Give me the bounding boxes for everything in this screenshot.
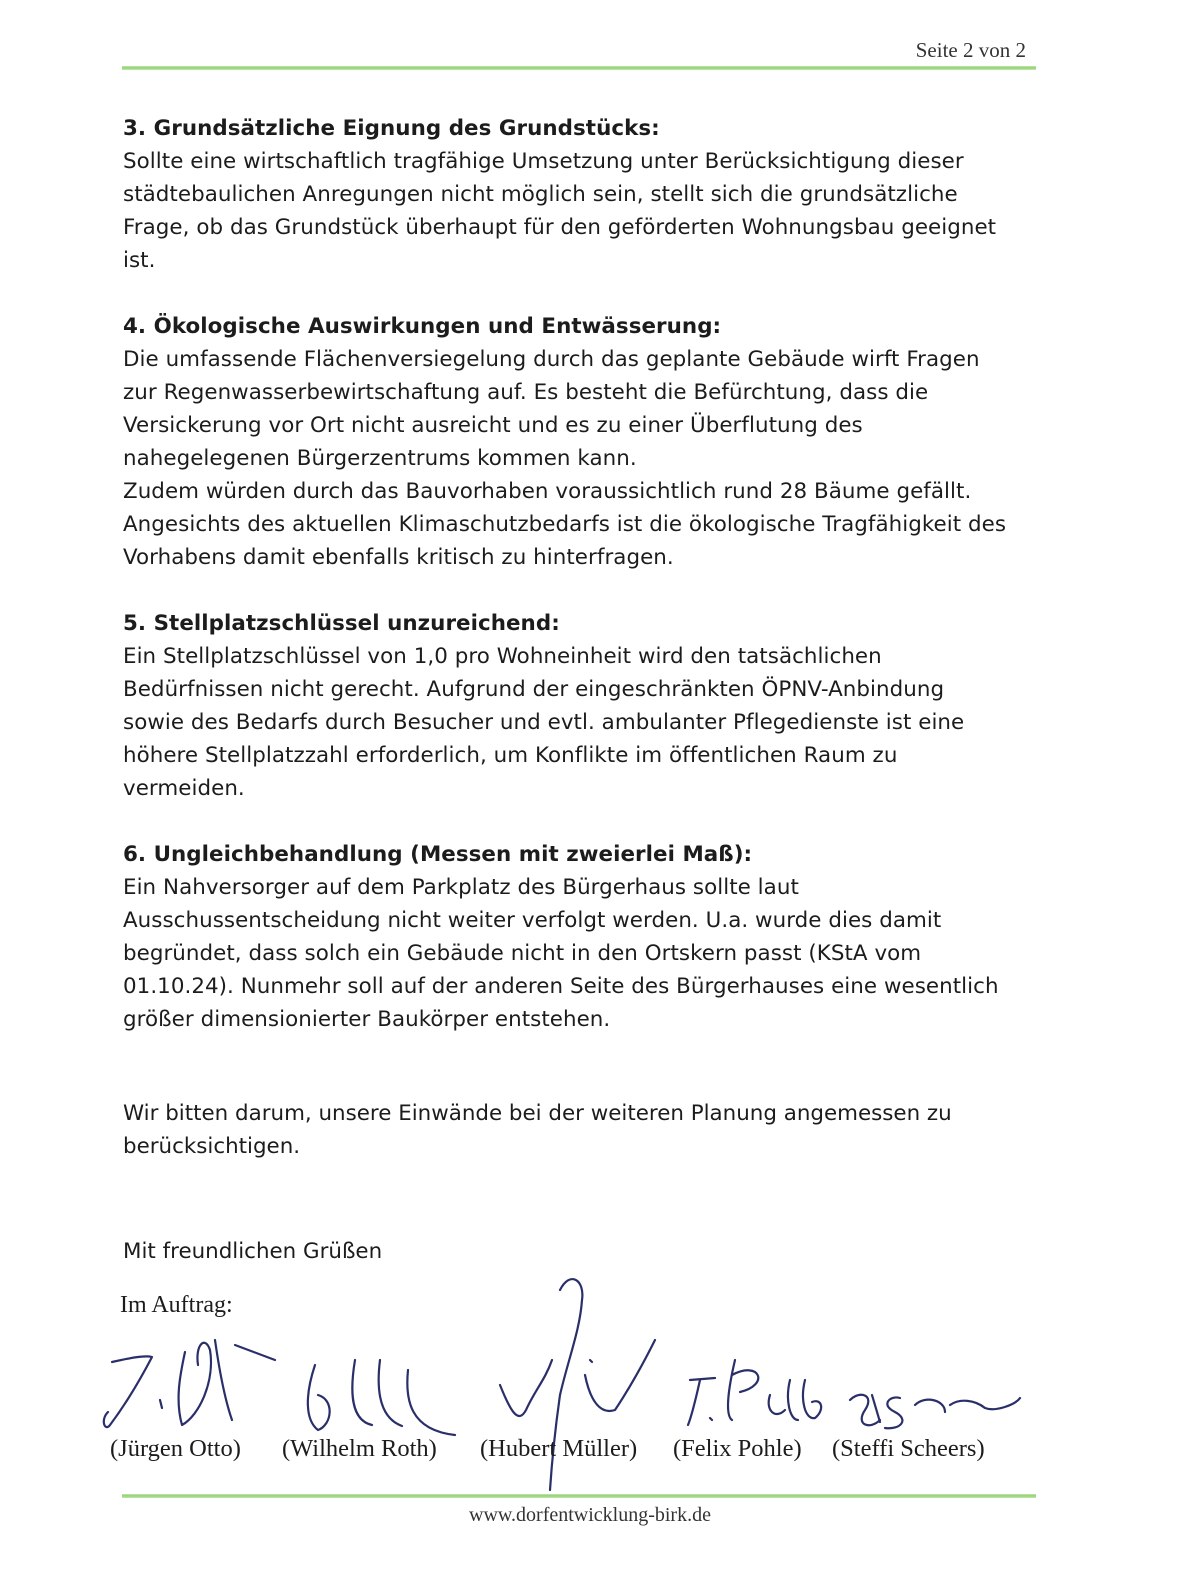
signature-pohle [688,1360,821,1425]
body-line: städtebaulichen Anregungen nicht möglich sein, stellt sich die grundsätzliche [123,182,958,207]
section-oekologie [123,310,1033,574]
body-line: nahegelegenen Bürgerzentrums kommen kann. [123,446,637,471]
body-line: zur Regenwasserbewirtschaftung auf. Es besteht die Befürchtung, dass die [123,380,929,405]
signature-otto [104,1340,275,1427]
body-line: 01.10.24). Nunmehr soll auf der anderen Seite des Bürgerhauses eine wesentlich [123,974,999,999]
body-line: Frage, ob das Grundstück überhaupt für den geförderten Wohnungsbau geeignet [123,215,997,240]
section-heading: 5. Stellplatzschlüssel unzureichend: [123,611,560,636]
signatory-name: (Steffi Scheers) [832,1435,985,1462]
body-line: Die umfassende Flächenversiegelung durch das geplante Gebäude wirft Fragen [123,347,980,372]
signatory-name: (Jürgen Otto) [110,1435,241,1462]
letter-body [123,112,1033,1069]
body-line: größer dimensionierter Baukörper entstehen. [123,1007,611,1032]
body-line: höhere Stellplatzzahl erforderlich, um Konflikte im öffentlichen Raum zu [123,743,898,768]
body-line: Versickerung vor Ort nicht ausreicht und es zu einer Überflutung des [123,413,863,438]
im-auftrag-label: Im Auftrag: [120,1292,233,1318]
signatory-name: (Hubert Müller) [480,1435,638,1462]
body-line: begründet, dass solch ein Gebäude nicht in den Ortskern passt (KStA vom [123,941,922,966]
section-heading: 3. Grundsätzliche Eignung des Grundstücks: [123,116,660,141]
body-line: Angesichts des aktuellen Klimaschutzbedarfs ist die ökologische Tragfähigkeit des [123,512,1007,537]
section-eignung [123,112,1033,277]
closing-paragraph [123,1097,1033,1163]
section-ungleichbehandlung [123,838,1033,1036]
body-line: Bedürfnissen nicht gerecht. Aufgrund der eingeschränkten ÖPNV-Anbindung [123,677,945,702]
greeting: Mit freundlichen Grüßen [123,1239,383,1264]
body-line: Ein Nahversorger auf dem Parkplatz des Bürgerhaus sollte laut [123,875,799,900]
signature-roth [308,1360,455,1435]
body-line: Vorhabens damit ebenfalls kritisch zu hinterfragen. [123,545,674,570]
closing-line: berücksichtigen. [123,1134,301,1159]
section-stellplatz [123,607,1033,805]
section-heading: 6. Ungleichbehandlung (Messen mit zweierlei Maß): [123,842,753,867]
body-line: vermeiden. [123,776,245,801]
body-line: sowie des Bedarfs durch Besucher und evtl. ambulanter Pflegedienste ist eine [123,710,965,735]
signatory-name: (Wilhelm Roth) [282,1435,437,1462]
section-heading: 4. Ökologische Auswirkungen und Entwässerung: [123,314,722,339]
footer-website: www.dorfentwicklung-birk.de [469,1504,711,1526]
signature-scheers [850,1395,1020,1428]
body-line: ist. [123,248,156,273]
footer-rule [122,1494,1036,1498]
body-line: Ein Stellplatzschlüssel von 1,0 pro Wohneinheit wird den tatsächlichen [123,644,882,669]
body-line: Ausschussentscheidung nicht weiter verfolgt werden. U.a. wurde dies damit [123,908,942,933]
body-line: Zudem würden durch das Bauvorhaben voraussichtlich rund 28 Bäume gefällt. [123,479,972,504]
body-line: Sollte eine wirtschaftlich tragfähige Umsetzung unter Berücksichtigung dieser [123,149,964,174]
page-number: Seite 2 von 2 [915,38,1026,62]
signatory-name: (Felix Pohle) [673,1435,802,1462]
header-rule [122,66,1036,70]
closing-line: Wir bitten darum, unsere Einwände bei der weiteren Planung angemessen zu [123,1101,952,1126]
